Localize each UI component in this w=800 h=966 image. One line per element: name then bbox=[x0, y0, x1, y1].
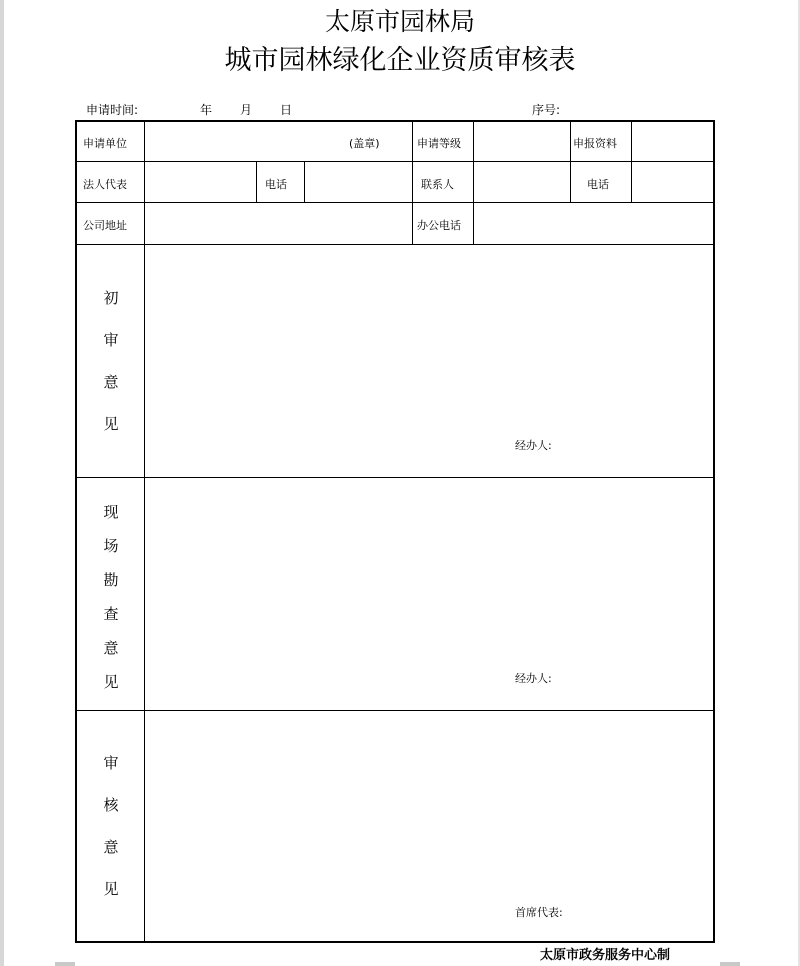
review-form-table bbox=[75, 120, 715, 943]
document-title-line1: 太原市园林局 bbox=[324, 7, 475, 36]
legal-representative-label: 法人代表 bbox=[83, 178, 127, 191]
phone-label: 电话 bbox=[265, 178, 287, 191]
column-divider bbox=[412, 122, 413, 244]
contact-person-label: 联系人 bbox=[421, 178, 454, 191]
site-survey-heading bbox=[77, 501, 145, 705]
page-bottom-mark bbox=[720, 962, 740, 966]
column-divider bbox=[570, 122, 571, 202]
initial-review-handler-label: 经办人: bbox=[515, 439, 552, 452]
column-divider bbox=[256, 161, 257, 202]
day-label: 日 bbox=[280, 103, 293, 117]
company-address-label: 公司地址 bbox=[83, 219, 127, 232]
heading-char: 意 bbox=[103, 373, 119, 391]
heading-char: 见 bbox=[103, 880, 119, 898]
heading-char: 审 bbox=[103, 754, 119, 772]
heading-char: 意 bbox=[103, 838, 119, 856]
row-divider bbox=[77, 710, 713, 711]
chief-representative-label: 首席代表: bbox=[515, 906, 563, 919]
row-divider bbox=[77, 202, 713, 203]
page-bottom-mark bbox=[55, 962, 75, 966]
document-title-line2: 城市园林绿化企业资质审核表 bbox=[224, 45, 576, 76]
apply-grade-label: 申请等级 bbox=[417, 137, 461, 150]
heading-char: 见 bbox=[103, 415, 119, 433]
initial-review-heading bbox=[77, 287, 145, 455]
heading-char: 核 bbox=[103, 796, 119, 814]
applicant-unit-label: 申请单位 bbox=[83, 137, 127, 150]
office-phone-label: 办公电话 bbox=[417, 219, 461, 232]
seal-note: (盖章) bbox=[349, 137, 380, 150]
month-label: 月 bbox=[240, 103, 253, 117]
page-edge-left bbox=[0, 0, 4, 966]
heading-char: 意 bbox=[103, 639, 119, 657]
heading-char: 现 bbox=[103, 503, 119, 521]
heading-char: 勘 bbox=[103, 571, 119, 589]
column-divider bbox=[304, 161, 305, 202]
final-review-heading bbox=[77, 752, 145, 920]
column-divider bbox=[473, 122, 474, 244]
row-divider bbox=[77, 244, 713, 245]
heading-char: 场 bbox=[103, 537, 119, 555]
serial-label: 序号: bbox=[532, 103, 561, 117]
heading-char: 见 bbox=[103, 673, 119, 691]
submitted-materials-label: 申报资料 bbox=[573, 137, 617, 150]
heading-char: 初 bbox=[103, 289, 119, 307]
contact-phone-label: 电话 bbox=[587, 178, 609, 191]
apply-time-label: 申请时间: bbox=[86, 103, 139, 117]
column-divider bbox=[631, 122, 632, 202]
row-divider bbox=[77, 477, 713, 478]
row-divider bbox=[77, 161, 713, 162]
heading-char: 查 bbox=[103, 605, 119, 623]
year-label: 年 bbox=[200, 103, 213, 117]
heading-char: 审 bbox=[103, 331, 119, 349]
issuer-footer: 太原市政务服务中心制 bbox=[540, 948, 671, 963]
site-survey-handler-label: 经办人: bbox=[515, 672, 552, 685]
